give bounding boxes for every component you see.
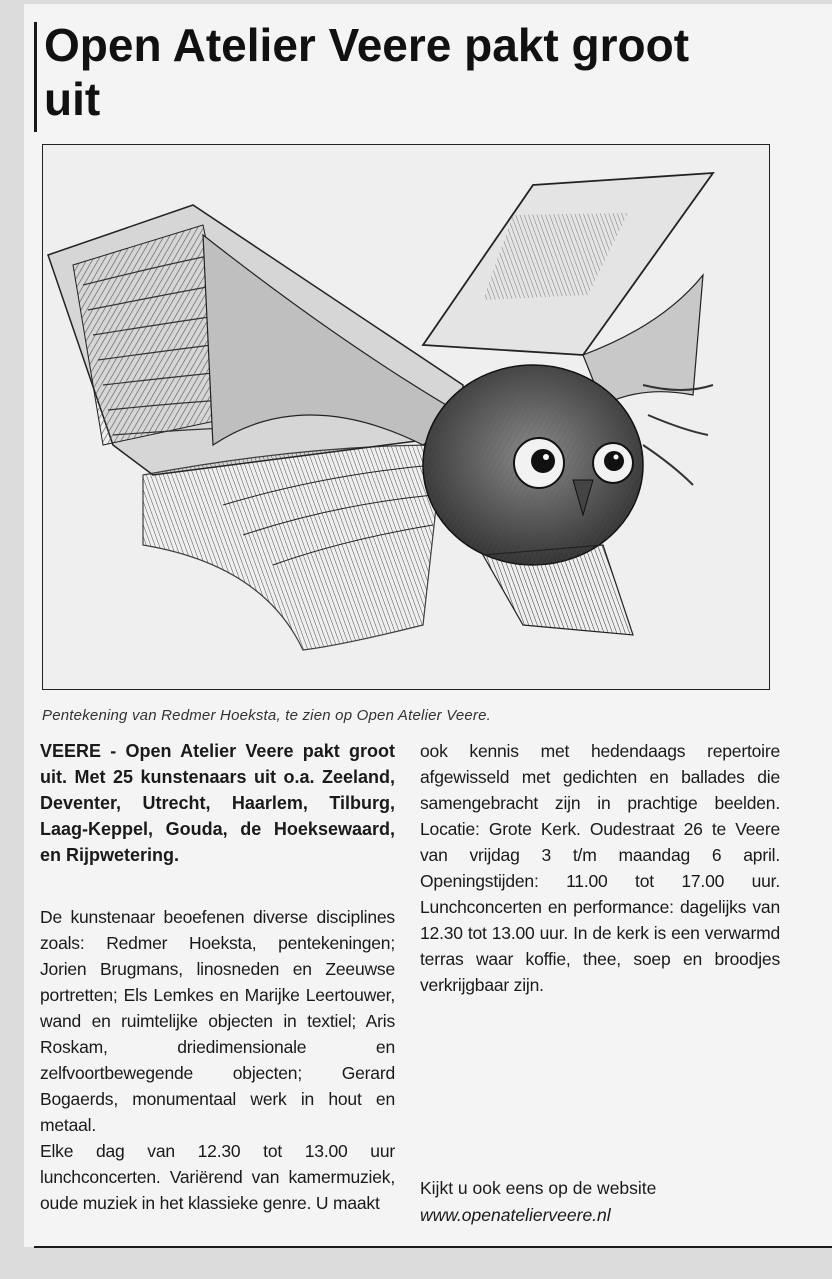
paragraph-concerts: Elke dag van 12.30 tot 13.00 uur lunchconcerten. Variërend van kamermuziek, oude muziek in het klassieke genre. U maakt: [40, 1141, 395, 1213]
website-info: [420, 1175, 780, 1229]
owl-head: [423, 365, 643, 565]
column-right: [420, 738, 780, 998]
article-lead: VEERE - Open Atelier Veere pakt groot uit. Met 25 kunstenaars uit o.a. Zeeland, Deventer, Utrecht, Haarlem, Tilburg, Laag-Keppel, Gouda, de Hoeksewaard, en Rijpwetering.: [40, 741, 395, 865]
column-left: [40, 738, 395, 1216]
website-intro: Kijkt u ook eens op de website: [420, 1178, 657, 1198]
illustration-frame: [42, 144, 770, 690]
website-link[interactable]: www.openatelierveere.nl: [420, 1205, 611, 1225]
headline-rule: [34, 22, 37, 132]
book-owl-drawing-icon: [43, 145, 768, 688]
book-page-lower: [483, 545, 633, 635]
bottom-rule: [34, 1246, 832, 1248]
article-title: Open Atelier Veere pakt groot uit: [44, 19, 690, 125]
paragraph-details: ook kennis met hedendaags repertoire afgewisseld met gedichten en ballades die samengebracht zijn in prachtige beelden. Locatie: Grote Kerk. Oudestraat 26 te Veere van vrijdag 3 t/m maandag 6 april. Openingstijden: 11.00 tot 17.00 uur. Lunchconcerten en performance: dagelijks van 12.30 tot 13.00 uur. In de kerk is een verwarmd terras waar koffie, thee, soep en broodjes verkrijgbaar zijn.: [420, 741, 780, 995]
book-wing-left: [48, 205, 463, 650]
paragraph-artists: De kunstenaar beoefenen diverse disciplines zoals: Redmer Hoeksta, pentekeningen; Jorien Brugmans, linosneden en Zeeuwse portretten; Els Lemkes en Marijke Leertouwer, wand en ruimtelijke objecten in textiel; Aris Roskam, driedimensionale en zelfvoortbewegende objecten; Gerard Bogaerds, monumentaal werk in hout en metaal.: [40, 907, 395, 1135]
image-caption: Pentekening van Redmer Hoeksta, te zien op Open Atelier Veere.: [42, 707, 492, 724]
